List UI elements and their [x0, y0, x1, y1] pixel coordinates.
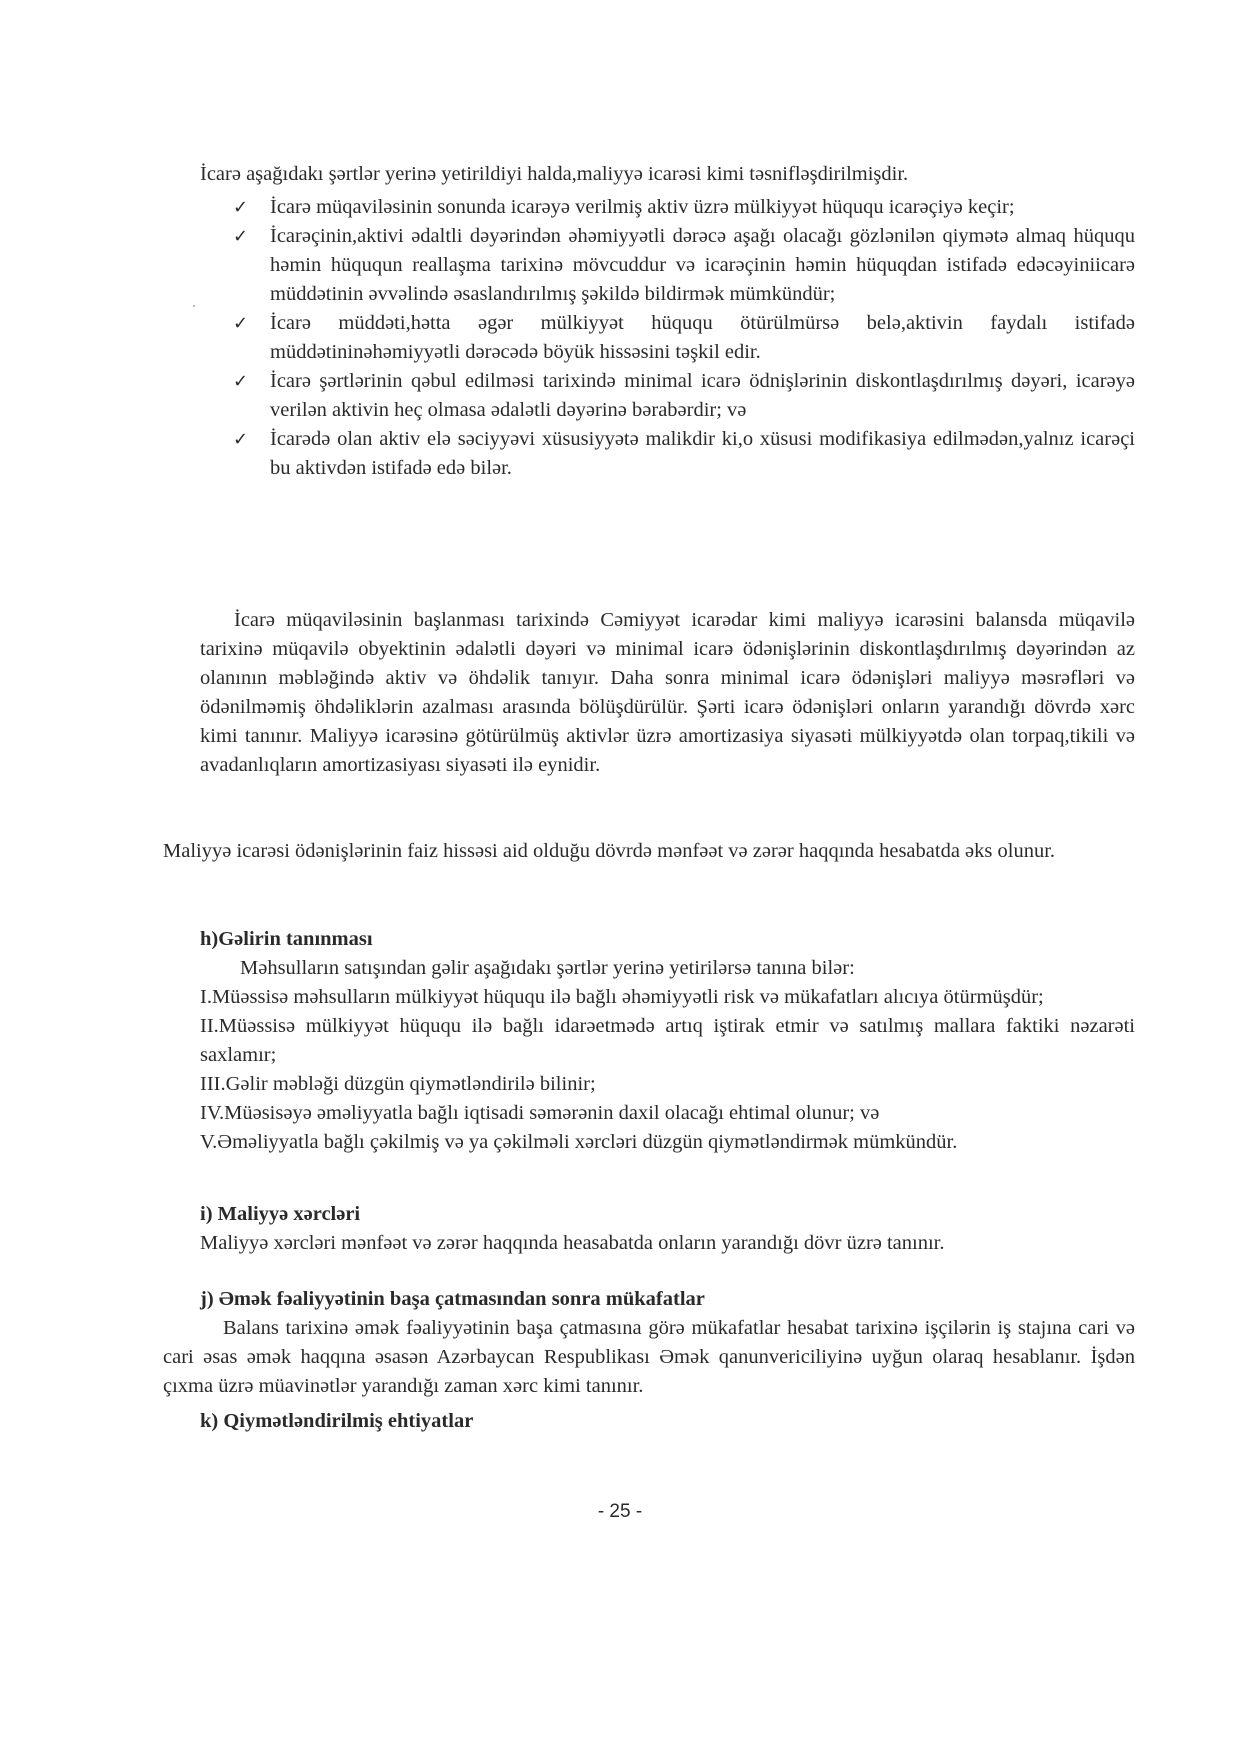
revenue-condition: III.Gəlir məbləği düzgün qiymətləndirilə bilinir;	[200, 1073, 596, 1095]
section-heading: j) Əmək fəaliyyətinin başa çatmasından sonra mükafatlar	[200, 1288, 705, 1310]
criteria-item	[200, 222, 1135, 309]
checkmark-icon: ✓	[233, 313, 249, 334]
section-heading: i) Maliyyə xərcləri	[200, 1203, 361, 1225]
criteria-text: İcarədə olan aktiv elə səciyyəvi xüsusiyyətə malikdir ki,o xüsusi modifikasiya edilmədən,yalnız icarəçi bu aktivdən istifadə edə bilər.	[270, 428, 1135, 479]
criteria-text: İcarə müqaviləsinin sonunda icarəyə verilmiş aktiv üzrə mülkiyyət hüququ icarəçiyə keçir;	[270, 196, 1015, 218]
lease-interest-paragraph: Maliyyə icarəsi ödənişlərinin faiz hissəsi aid olduğu dövrdə mənfəət və zərər haqqında hesabatda əks olunur.	[163, 840, 1056, 862]
criteria-text: İcarəçinin,aktivi ədaltli dəyərindən əhəmiyyətli dərəcə aşağı olacağı gözlənilən qiymətə almaq hüququ həmin hüququn reallaşma tarixinə mövcuddur və icarəçinin həmin hüquqdan istifadə edəcəyiniicarə müddətinin əvvəlində əsaslandırılmış şəkildə bildirmək mümkündür;	[270, 225, 1135, 305]
criteria-text: İcarə müddəti,hətta əgər mülkiyyət hüququ ötürülmürsə belə,aktivin faydalı istifadə müddətininəhəmiyyətli dərəcədə böyük hissəsini təşkil edir.	[270, 312, 1135, 363]
lease-classification-intro: İcarə aşağıdakı şərtlər yerinə yetirildiyi halda,maliyyə icarəsi kimi təsnifləşdirilmişdir.	[200, 163, 909, 185]
section-provisions	[200, 1407, 1135, 1436]
criteria-text: İcarə şərtlərinin qəbul edilməsi tarixində minimal icarə ödnişlərinin diskontlaşdırılmış dəyəri, icarəyə verilən aktivin heç olmasa ədalətli dəyərinə bərabərdir; və	[270, 370, 1135, 421]
revenue-condition: I.Müəssisə məhsulların mülkiyyət hüququ ilə bağlı əhəmiyyətli risk və mükafatları alıcıya ötürmüşdür;	[200, 986, 1044, 1008]
checkmark-icon: ✓	[233, 226, 249, 247]
page-number: - 25 -	[597, 1501, 643, 1522]
lease-recognition-paragraph: İcarə müqaviləsinin başlanması tarixində Cəmiyyət icarədar kimi maliyyə icarəsini balansda müqavilə tarixinə müqavilə obyektinin ədalətli dəyəri və minimal icarə ödənişlərinin diskontlaşdırılmış dəyərindən az olanının məbləğində aktiv və öhdəlik tanıyır. Daha sonra minimal icarə ödənişləri maliyyə məsrəfləri və ödənilməmiş öhdəliklərin azalması arasında bölüşdürülür. Şərti icarə ödənişləri onların yarandığı dövrdə xərc kimi tanınır. Maliyyə icarəsinə götürülmüş aktivlər üzrə amortizasiya siyasəti mülkiyyətdə olan torpaq,tikili və avadanlıqların amortizasiyası siyasəti ilə eynidir.	[200, 609, 1135, 776]
section-revenue-recognition	[200, 925, 1135, 1157]
revenue-condition: IV.Müəsisəyə əməliyyatla bağlı iqtisadi səmərənin daxil olacağı ehtimal olunur; və	[200, 1102, 880, 1124]
revenue-condition: II.Müəssisə mülkiyyət hüququ ilə bağlı idarəetmədə artıq iştirak etmir və satılmış mallara faktiki nəzarəti saxlamır;	[200, 1015, 1135, 1066]
checkmark-icon: ✓	[233, 197, 249, 218]
checkmark-icon: ✓	[233, 429, 249, 450]
section-post-employment-benefits	[163, 1285, 1135, 1401]
lease-criteria-list	[200, 193, 1135, 483]
section-heading: k) Qiymətləndirilmiş ehtiyatlar	[200, 1410, 474, 1432]
criteria-item	[200, 193, 1135, 222]
criteria-item	[200, 367, 1135, 425]
section-body: Maliyyə xərcləri mənfəət və zərər haqqında heasabatda onların yarandığı dövr üzrə tanınır.	[200, 1232, 945, 1254]
criteria-item	[200, 425, 1135, 483]
section-body: Balans tarixinə əmək fəaliyyətinin başa çatmasına görə mükafatlar hesabat tarixinə işçilərin iş stajına cari və cari əsas əmək haqqına əsasən Azərbaycan Respublikası Əmək qanunvericiliyinə uyğun olaraq hesablanır. İşdən çıxma üzrə müavinətlər yarandığı zaman xərc kimi tanınır.	[163, 1317, 1135, 1397]
section-intro: Məhsulların satışından gəlir aşağıdakı şərtlər yerinə yetirilərsə tanına bilər:	[240, 957, 855, 979]
section-heading: h)Gəlirin tanınması	[200, 928, 373, 950]
criteria-item	[200, 309, 1135, 367]
section-finance-costs	[200, 1200, 1135, 1258]
scan-speck	[193, 305, 195, 307]
checkmark-icon: ✓	[233, 371, 249, 392]
section-body-wrap	[200, 1229, 1135, 1258]
revenue-condition: V.Əməliyyatla bağlı çəkilmiş və ya çəkilməli xərcləri düzgün qiymətləndirmək mümkündür.	[200, 1131, 958, 1153]
